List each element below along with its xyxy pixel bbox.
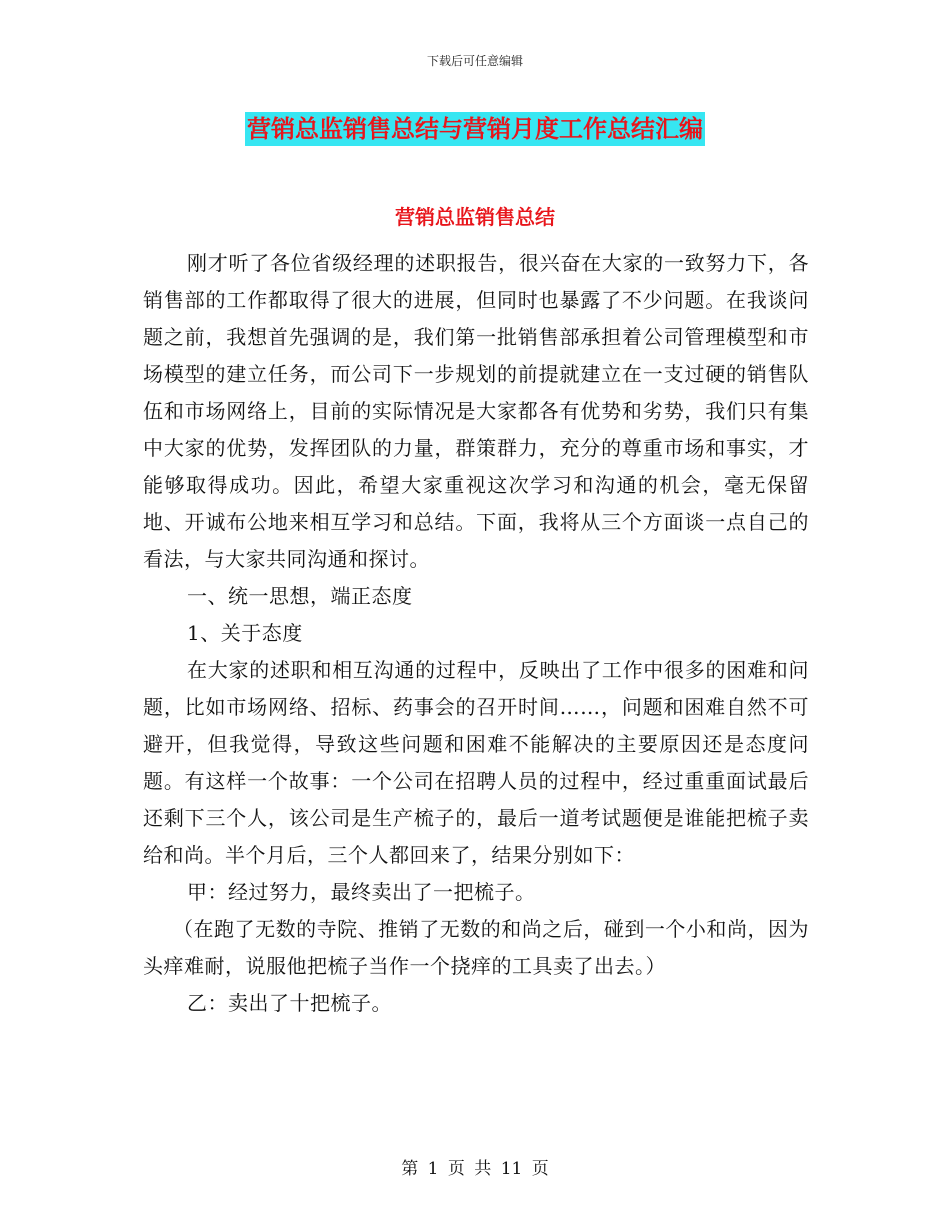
page-header-note: 下载后可任意编辑 (426, 54, 523, 68)
paragraph-result-jia: 甲：经过努力，最终卖出了一把梳子。 (187, 880, 536, 904)
document-title (0, 112, 950, 146)
heading-about-attitude: 1、关于态度 (187, 621, 303, 645)
paragraph-result-yi: 乙：卖出了十把梳子。 (187, 991, 392, 1015)
page-number-footer: 第 1 页 共 11 页 (401, 1159, 549, 1179)
section-title: 营销总监销售总结 (395, 205, 555, 229)
document-body (143, 245, 809, 1022)
paragraph-intro: 刚才听了各位省级经理的述职报告，很兴奋在大家的一致努力下，各销售部的工作都取得了很大的进展，但同时也暴露了不少问题。在我谈问题之前，我想首先强调的是，我们第一批销售部承担着公司管理模型和市场模型的建立任务，而公司下一步规划的前提就建立在一支过硬的销售队伍和市场网络上，目前的实际情况是大家都各有优势和劣势，我们只有集中大家的优势，发挥团队的力量，群策群力，充分的尊重市场和事实，才能够取得成功。因此，希望大家重视这次学习和沟通的机会，毫无保留地、开诚布公地来相互学习和总结。下面，我将从三个方面谈一点自己的看法，与大家共同沟通和探讨。 (143, 251, 809, 571)
document-title-text: 营销总监销售总结与营销月度工作总结汇编 (245, 112, 705, 146)
heading-unify-thinking: 一、统一思想，端正态度 (187, 584, 413, 608)
paragraph-jia-explanation: （在跑了无数的寺院、推销了无数的和尚之后，碰到一个小和尚，因为头痒难耐，说服他把梳子当作一个挠痒的工具卖了出去。） (143, 917, 809, 978)
paragraph-attitude-story: 在大家的述职和相互沟通的过程中，反映出了工作中很多的困难和问题，比如市场网络、招标、药事会的召开时间……，问题和困难自然不可避开，但我觉得，导致这些问题和困难不能解决的主要原因还是态度问题。有这样一个故事：一个公司在招聘人员的过程中，经过重重面试最后还剩下三个人，该公司是生产梳子的，最后一道考试题便是谁能把梳子卖给和尚。半个月后，三个人都回来了，结果分别如下： (143, 658, 809, 867)
